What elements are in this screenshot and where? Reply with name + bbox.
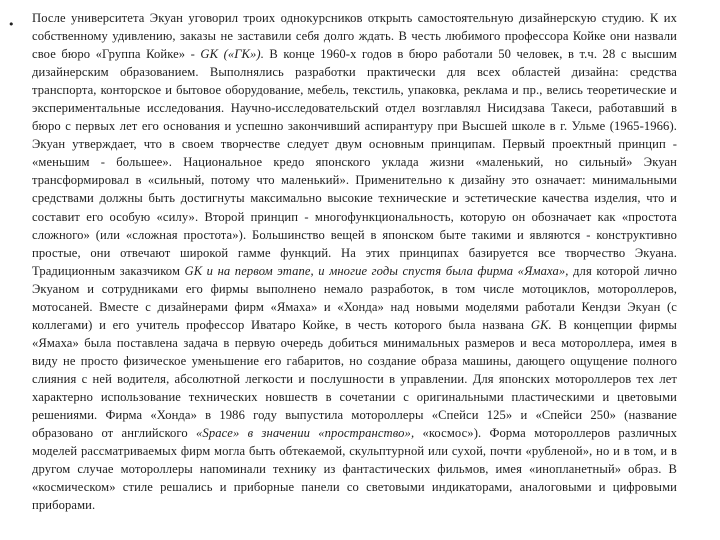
text-run: В конце 1960-х годов в бюро работали 50 человек, в т.ч. 28 с высшим дизайнерским образованием. Выполнялись разработки практически для всех областей дизайна: средства транспорта, конторское и бытовое оборудование, мебель, текстиль, упаковка, реклама и пр., велись теоретические и экспериментальные исследования. Научно-исследовательский отдел возглавлял Нисидзава Такеси, работавший в бюро с первых лет его основания и успешно закончивший аспирантуру при Высшей школе в г. Ульме (1965-1966). Экуан утверждает, что в своем творчестве следует двум основным принципам. Первый проектный принцип - «меньшим - большее». Национальное кредо японского уклада жизни «маленький, но сильный» Экуан трансформировал в «сильный, потому что маленький». Применительно к дизайну это означает: минимальными средствами должны быть достигнуты максимально высокие технические и эстетические качества изделия, что и составит его особую «силу». Второй принцип - многофункциональность, которую он обозначает как «простота сложного» (или «сложная простота»). Большинство вещей в японском быте такими и являются - конструктивно простые, они отвечают широкой гамме функций. На этих принципах базируется все творчество Экуана. Традиционным заказчиком xyxy=(32,47,677,278)
italic-text-run: GK и на первом этапе, и многие годы спустя была фирма «Ямаха», xyxy=(184,263,569,278)
italic-text-run: GK («ГК»). xyxy=(200,47,264,62)
body-paragraph xyxy=(32,9,677,514)
text-run: В концепции фирмы «Ямаха» была поставлена задача в первую очередь добиться минимальных размеров и веса мотороллера, имея в виду не просто физическое уменьшение его габаритов, но создание образа машины, дающего ощущение полного слияния с ней водителя, абсолютной легкости и послушности в управлении. Для японских мотороллеров тех лет характерно использование технических новшеств в сочетании с оригинальными пластическими и цветовыми решениями. Фирма «Хонда» в 1986 году выпустила мотороллеры «Спейси 125» и «Спейси 250» (название образовано от английского xyxy=(32,317,677,441)
italic-text-run: «Space» в значении «пространство», xyxy=(196,426,415,441)
text-run: «космос»). Форма мотороллеров различных моделей рассматриваемых фирм могла быть обтекаемой, скульптурной или сухой, почти «рубленой», но и в том, и в другом случае мотороллеры напоминали технику из фантастических фильмов, имея «инопланетный» образ. В «космическом» стиле решались и приборные панели со световыми индикаторами, аналоговыми и цифровыми приборами. xyxy=(32,426,677,513)
text-run: для которой лично Экуаном и сотрудниками его фирмы выполнено немало разработок, в том числе мотоциклов, мотороллеров, мотосаней. Вместе с дизайнерами фирм «Ямаха» и «Хонда» над новыми моделями работали Кендзи Экуан (с коллегами) и его учитель профессор Иватаро Койке, в честь которого была названа xyxy=(32,263,677,332)
list-bullet: • xyxy=(8,18,15,31)
italic-text-run: GK. xyxy=(530,317,552,332)
text-run: После университета Экуан уговорил троих однокурсников открыть самостоятельную дизайнерскую студию. К их собственному удивлению, заказы не заставили себя долго ждать. В честь любимого профессора Койке они назвали свое бюро «Группа Койке» - xyxy=(32,11,677,62)
